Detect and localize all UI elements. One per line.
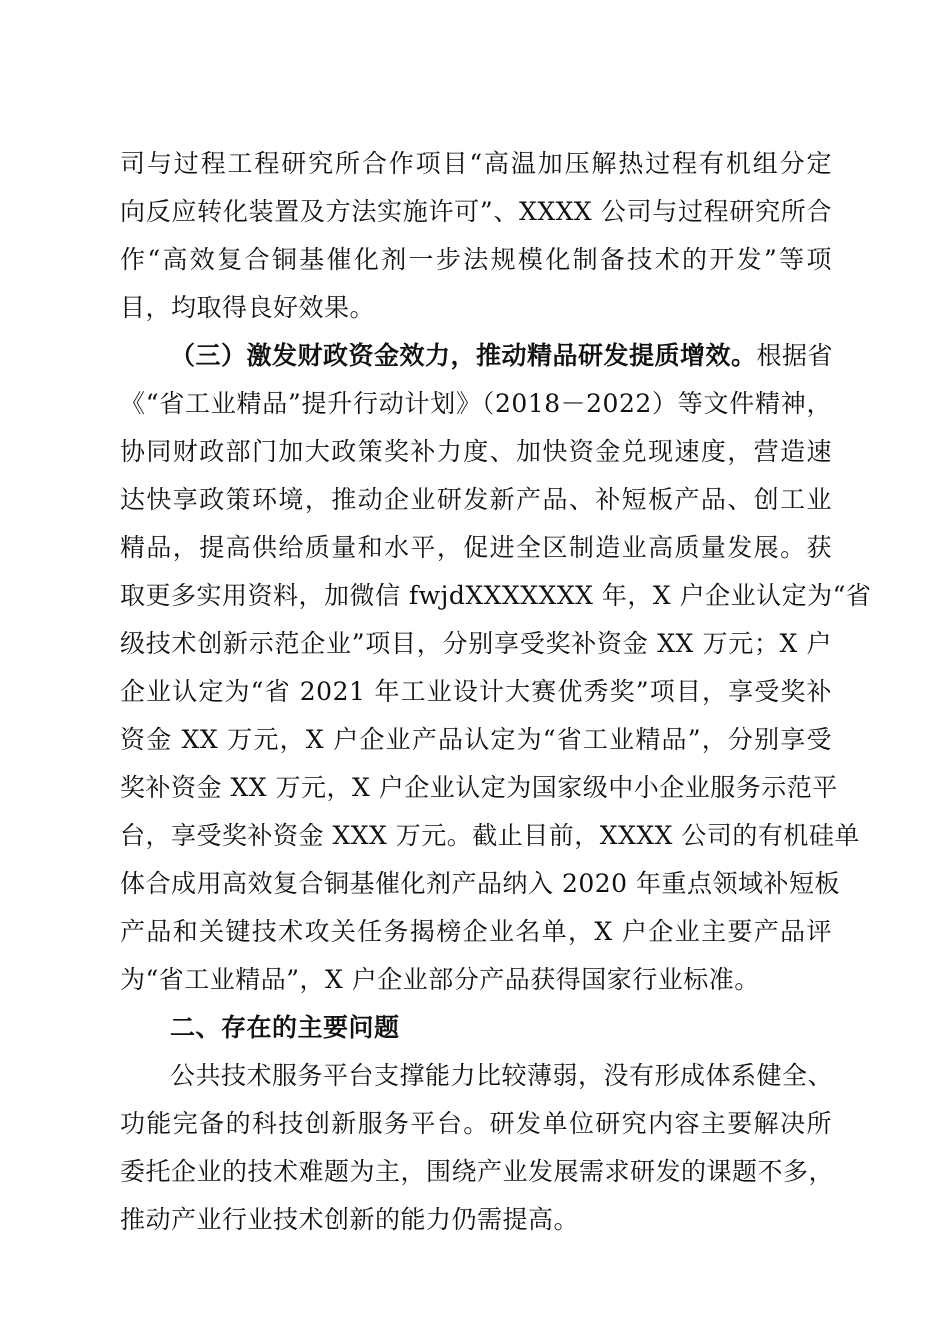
text-line: 级技术创新示范企业”项目，分别享受奖补资金 XX 万元；X 户 <box>120 629 832 658</box>
document-body <box>120 140 872 1244</box>
text-line: 协同财政部门加大政策奖补力度、加快资金兑现速度，营造速 <box>120 437 832 466</box>
text-line: 取更多实用资料，加微信 fwjdXXXXXXX 年，X 户企业认定为“省 <box>120 581 872 610</box>
text-line: 台，享受奖补资金 XXX 万元。截止目前，XXXX 公司的有机硅单 <box>120 821 860 850</box>
subsection-heading: （三）激发财政资金效力，推动精品研发提质增效。 <box>170 341 757 370</box>
text-line: 产品和关键技术攻关任务揭榜企业名单，X 户企业主要产品评 <box>120 917 832 946</box>
text-line: 达快享政策环境，推动企业研发新产品、补短板产品、创工业 <box>120 485 832 514</box>
paragraph-cooperation-projects <box>120 140 832 332</box>
text-line <box>120 332 832 380</box>
text-line: 推动产业行业技术创新的能力仍需提高。 <box>120 1205 580 1234</box>
paragraph-problems <box>120 1052 835 1244</box>
text-line: 体合成用高效复合铜基催化剂产品纳入 2020 年重点领域补短板 <box>120 869 841 898</box>
text-line: 《“省工业精品”提升行动计划》（2018－2022）等文件精神， <box>120 389 832 418</box>
section-title: 二、存在的主要问题 <box>170 1013 400 1042</box>
section-main-problems <box>120 1004 832 1052</box>
text-line: 功能完备的科技创新服务平台。研发单位研究内容主要解决所 <box>120 1109 832 1138</box>
text-line: 司与过程工程研究所合作项目“高温加压解热过程有机组分定 <box>120 149 832 178</box>
text-line: 向反应转化装置及方法实施许可”、XXXX 公司与过程研究所合 <box>120 197 832 226</box>
paragraph-fiscal-funds <box>120 332 872 1004</box>
text-line: 目，均取得良好效果。 <box>120 293 376 322</box>
text-line: 企业认定为“省 2021 年工业设计大赛优秀奖”项目，享受奖补 <box>120 677 832 706</box>
text-line: 公共技术服务平台支撑能力比较薄弱，没有形成体系健全、 <box>170 1061 834 1090</box>
text-line: 为“省工业精品”，X 户企业部分产品获得国家行业标准。 <box>120 965 760 994</box>
text-line: 资金 XX 万元，X 户企业产品认定为“省工业精品”，分别享受 <box>120 725 832 754</box>
text-line: 作“高效复合铜基催化剂一步法规模化制备技术的开发”等项 <box>120 245 832 274</box>
text-line: 奖补资金 XX 万元，X 户企业认定为国家级中小企业服务示范平 <box>120 773 838 802</box>
text-line: 委托企业的技术难题为主，围绕产业发展需求研发的课题不多， <box>120 1157 835 1186</box>
text-fragment: 根据省 <box>756 341 834 370</box>
text-line: 精品，提高供给质量和水平，促进全区制造业高质量发展。获 <box>120 533 832 562</box>
